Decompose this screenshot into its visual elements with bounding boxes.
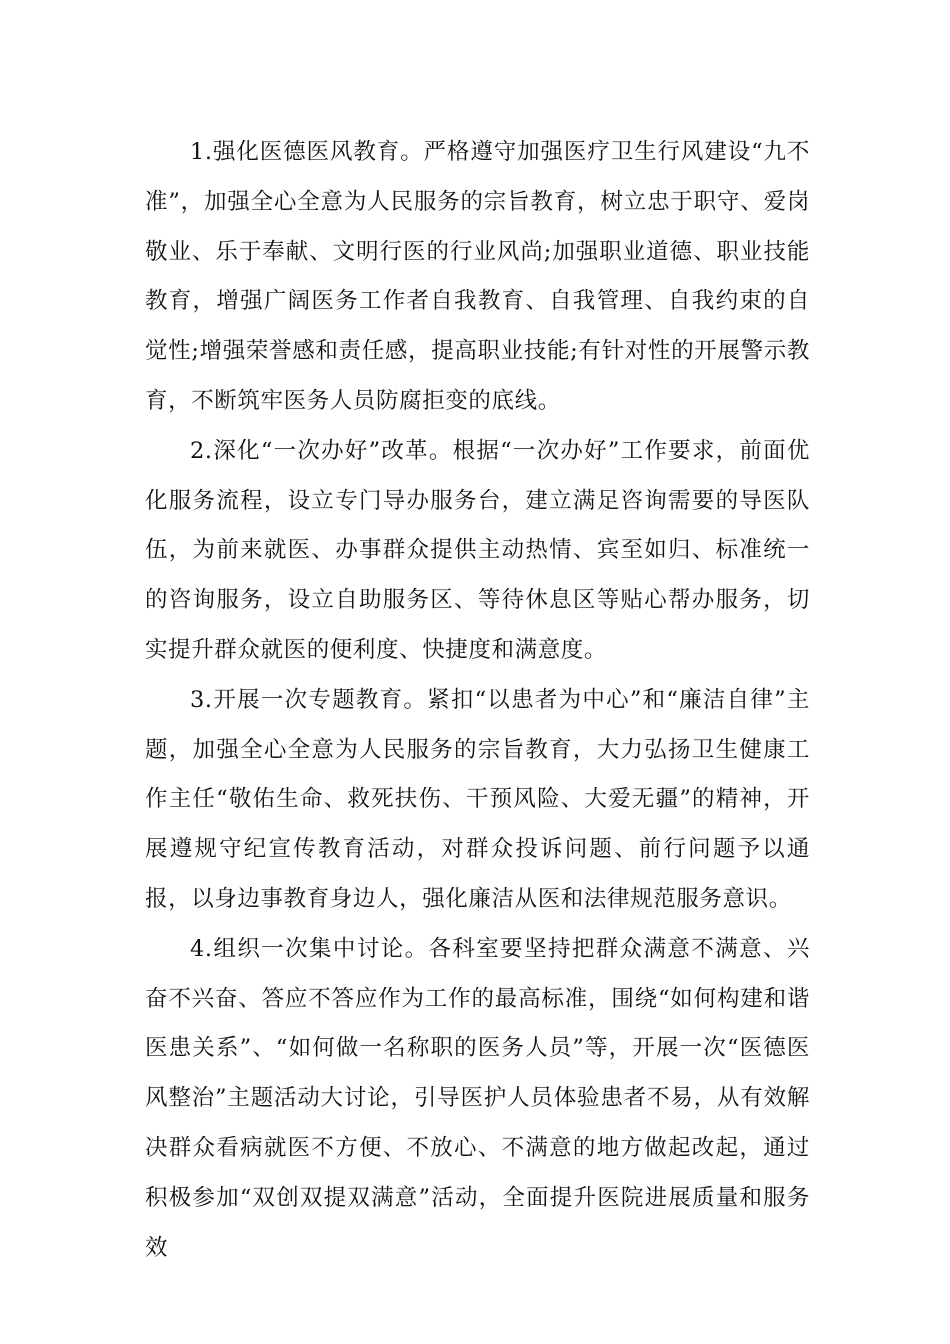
document-body xyxy=(145,128,810,1273)
paragraph-2: 2.深化“一次办好”改革。根据“一次办好”工作要求，前面优化服务流程，设立专门导办服务台，建立满足咨询需要的导医队伍，为前来就医、办事群众提供主动热情、宾至如归、标准统一的咨询服务，设立自助服务区、等待休息区等贴心帮办服务，切实提升群众就医的便利度、快捷度和满意度。 xyxy=(145,437,810,663)
paragraph-3: 3.开展一次专题教育。紧扣“以患者为中心”和“廉洁自律”主题，加强全心全意为人民服务的宗旨教育，大力弘扬卫生健康工作主任“敬佑生命、救死扶伤、干预风险、大爱无疆”的精神，开展遵规守纪宣传教育活动，对群众投诉问题、前行问题予以通报，以身边事教育身边人，强化廉洁从医和法律规范服务意识。 xyxy=(145,686,810,912)
paragraph-4: 4.组织一次集中讨论。各科室要坚持把群众满意不满意、兴奋不兴奋、答应不答应作为工作的最高标准，围绕“如何构建和谐医患关系”、“如何做一名称职的医务人员”等，开展一次“医德医风整治”主题活动大讨论，引导医护人员体验患者不易，从有效解决群众看病就医不方便、不放心、不满意的地方做起改起，通过积极参加“双创双提双满意”活动，全面提升医院进展质量和服务效 xyxy=(145,935,810,1261)
paragraph-1: 1.强化医德医风教育。严格遵守加强医疗卫生行风建设“九不准”，加强全心全意为人民服务的宗旨教育，树立忠于职守、爱岗敬业、乐于奉献、文明行医的行业风尚;加强职业道德、职业技能教育，增强广阔医务工作者自我教育、自我管理、自我约束的自觉性;增强荣誉感和责任感，提高职业技能;有针对性的开展警示教育，不断筑牢医务人员防腐拒变的底线。 xyxy=(145,139,810,414)
